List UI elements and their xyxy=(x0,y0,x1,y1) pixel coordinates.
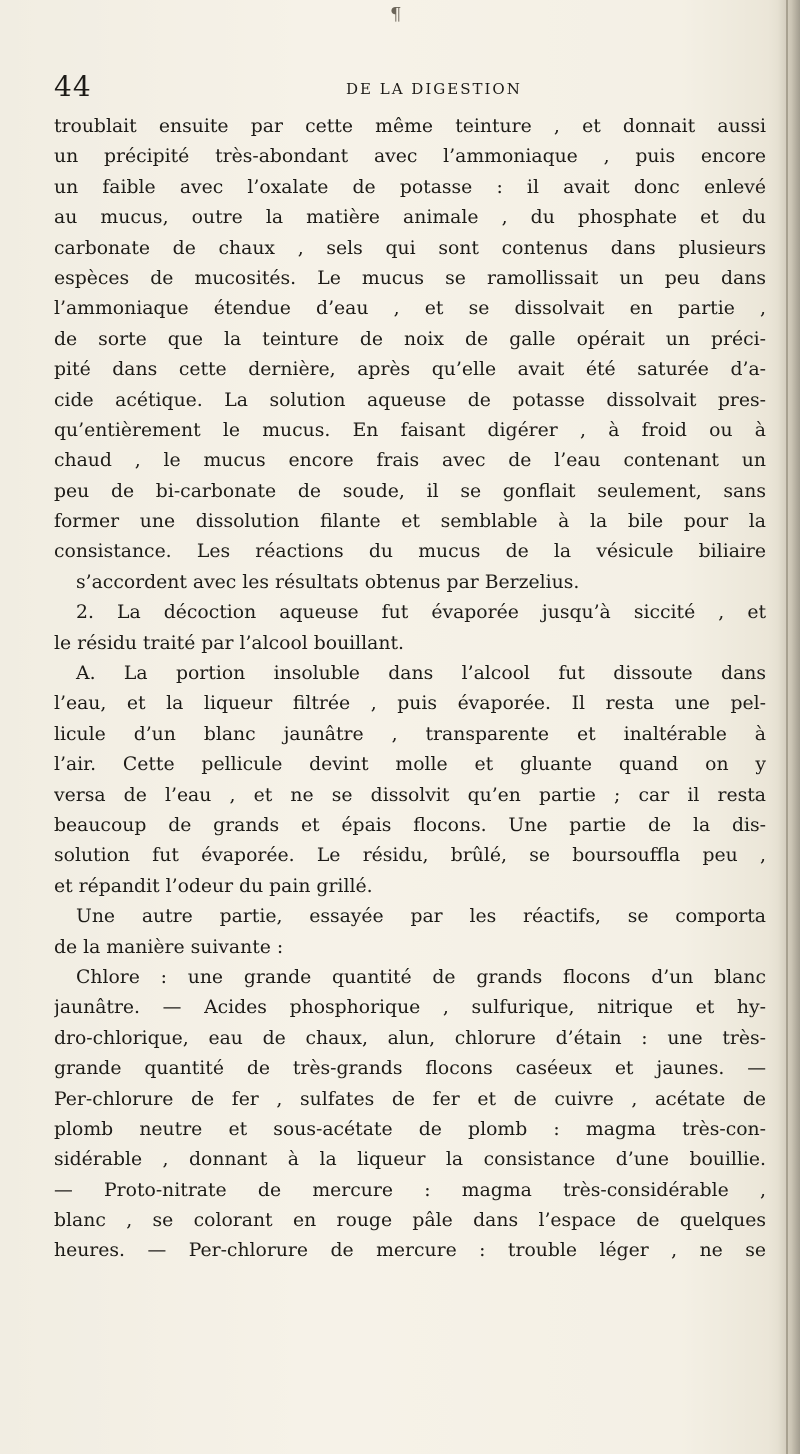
text-line: Une autre partie, essayée par les réactifs, se comporta xyxy=(76,906,766,928)
text-line: plomb neutre et sous-acétate de plomb : magma très-con- xyxy=(54,1118,766,1140)
text-line: troublait ensuite par cette même teinture , et donnait aussi xyxy=(54,116,766,137)
text-line: licule d’un blanc jaunâtre , transparente et inaltérable à xyxy=(54,723,766,745)
page-edge-shadow xyxy=(778,0,800,1454)
running-title: DE LA DIGESTION xyxy=(346,80,522,98)
text-line: un précipité très-abondant avec l’ammoniaque , puis encore xyxy=(54,146,766,168)
text-line: Per-chlorure de fer , sulfates de fer et de cuivre , acétate de xyxy=(54,1088,766,1110)
text-line: espèces de mucosités. Le mucus se ramollissait un peu dans xyxy=(54,267,766,289)
text-line: versa de l’eau , et ne se dissolvit qu’en partie ; car il resta xyxy=(54,784,766,806)
text-line: — Proto-nitrate de mercure : magma très-considérable , xyxy=(54,1179,766,1201)
text-line: qu’entièrement le mucus. En faisant digérer , à froid ou à xyxy=(54,419,766,441)
text-line: sidérable , donnant à la liqueur la consistance d’une bouillie. xyxy=(54,1149,766,1171)
text-line: beaucoup de grands et épais flocons. Une partie de la dis- xyxy=(54,814,766,836)
text-line: l’eau, et la liqueur filtrée , puis évaporée. Il resta une pel- xyxy=(54,693,766,715)
text-line: grande quantité de très-grands flocons caséeux et jaunes. — xyxy=(54,1058,766,1080)
text-line: l’ammoniaque étendue d’eau , et se dissolvait en partie , xyxy=(54,298,766,320)
text-line: former une dissolution filante et semblable à la bile pour la xyxy=(54,511,766,533)
text-line: consistance. Les réactions du mucus de la vésicule biliaire xyxy=(54,541,766,563)
text-line: au mucus, outre la matière animale , du phosphate et du xyxy=(54,207,766,229)
text-line: dro-chlorique, eau de chaux, alun, chlorure d’étain : une très- xyxy=(54,1027,766,1049)
text-line: Chlore : une grande quantité de grands flocons d’un blanc xyxy=(76,966,766,988)
text-line: jaunâtre. — Acides phosphorique , sulfurique, nitrique et hy- xyxy=(54,997,766,1019)
text-line: cide acétique. La solution aqueuse de potasse dissolvait pres- xyxy=(54,389,766,411)
text-line: le résidu traité par l’alcool bouillant. xyxy=(54,632,404,654)
page-edge-line xyxy=(786,0,788,1454)
text-line: solution fut évaporée. Le résidu, brûlé, se boursouffla peu , xyxy=(54,845,766,867)
body-text xyxy=(54,112,766,1267)
text-line: pité dans cette dernière, après qu’elle avait été saturée d’a- xyxy=(54,359,766,381)
text-line: blanc , se colorant en rouge pâle dans l’espace de quelques xyxy=(54,1210,766,1232)
text-line: de sorte que la teinture de noix de galle opérait un préci- xyxy=(54,328,766,350)
text-line: carbonate de chaux , sels qui sont contenus dans plusieurs xyxy=(54,237,766,259)
text-line: de la manière suivante : xyxy=(54,936,284,958)
text-line: peu de bi-carbonate de soude, il se gonflait seulement, sans xyxy=(54,480,766,502)
text-line: chaud , le mucus encore frais avec de l’eau contenant un xyxy=(54,450,766,472)
page-number: 44 xyxy=(54,70,92,103)
text-line: s’accordent avec les résultats obtenus par Berzelius. xyxy=(76,571,580,593)
page-header xyxy=(54,70,766,104)
text-line: 2. La décoction aqueuse fut évaporée jusqu’à siccité , et xyxy=(76,602,766,624)
text-line: et répandit l’odeur du pain grillé. xyxy=(54,875,373,897)
text-line: A. La portion insoluble dans l’alcool fut dissoute dans xyxy=(76,663,766,685)
text-line: heures. — Per-chlorure de mercure : trouble léger , ne se xyxy=(54,1240,766,1262)
top-mark: ¶ xyxy=(390,4,402,25)
text-line: l’air. Cette pellicule devint molle et gluante quand on y xyxy=(54,754,766,776)
text-line: un faible avec l’oxalate de potasse : il avait donc enlevé xyxy=(54,176,766,198)
